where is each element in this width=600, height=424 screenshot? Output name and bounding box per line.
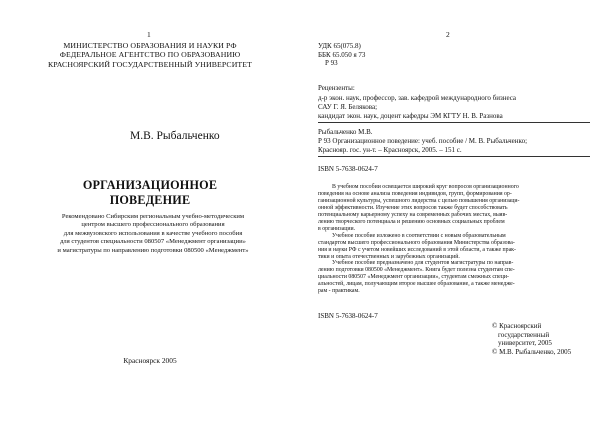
bibliographic-line: Краснояр. гос. ун-т. – Красноярск, 2005. – 151 с. [318,146,462,154]
abstract-line: рам - практикам. [318,288,360,295]
right-page [300,0,600,424]
reviewers-list [318,94,588,121]
reviewer-line: САУ Г. Я. Белякова; [318,103,378,111]
copyright-block [492,322,571,356]
page-number: 2 [446,30,450,39]
book-title-line: ОРГАНИЗАЦИОННОЕ [82,178,218,192]
bibliographic-line: Рыбальченко М.В. [318,128,373,136]
abstract-line: лению подготовки 080500 «Менеджмент». Книга будет полезна студентам спе- [318,267,515,274]
reviewer-line: д-р экон. наук, профессор, зав. кафедрой международного бизнеса [318,94,517,102]
page-number: 1 [147,30,151,39]
bibliographic-line: Р 93 Организационное поведение: учеб. пособие / М. В. Рыбальченко; [318,137,528,145]
ministry-header [40,41,260,69]
copyright-line: университет, 2005 [498,339,552,347]
city-year: Красноярск 2005 [123,356,177,365]
abstract-line: ганизационной культуры, успешного лидерства с целью повышения организаци- [318,197,520,204]
university-line: КРАСНОЯРСКИЙ ГОСУДАРСТВЕННЫЙ УНИВЕРСИТЕТ [47,59,253,69]
bbk-code: ББК 65.050 я 73 [318,50,366,59]
bibliographic-record [318,128,527,155]
copyright-line: © Красноярский [492,322,542,330]
abstract-line: стандартом высшего профессионального образования Министерства образова- [318,239,515,246]
abstract-line: В учебном пособии освещается широкий круг вопросов организационного [332,184,519,190]
abstract-line: поведения на основе анализа поведения индивидов, групп, формирования ор- [318,190,512,197]
recommendation-line: центром высшего профессионального образования [81,221,225,229]
abstract-line: Учебное пособие предназначено для студентов магистратуры по направ- [332,260,514,267]
abstract-line: лению творческого потенциала и решению основных социальных проблем [318,218,505,225]
divider [318,122,590,123]
book-title-line: ПОВЕДЕНИЕ [109,192,191,207]
abstract [318,184,590,295]
abstract-line: онной эффективности. Изучение этих вопросов также будет способствовать [318,204,508,211]
book-title [40,178,260,207]
copyright-line: © М.В. Рыбальченко, 2005 [492,347,572,356]
recommendation-line: Рекомендовано Сибирским региональным учебно-методическим [61,213,245,220]
copyright-line: государственный [498,330,550,339]
reviewers-title: Рецензенты: [318,84,355,92]
abstract-line: в организации. [318,225,356,232]
isbn-bottom: ISBN 5-7638-0624-7 [318,312,378,320]
author-name: М.В. Рыбальченко [130,130,220,142]
reviewer-line: кандидат экон. наук, доцент кафедры ЭМ КГТУ Н. В. Разнова [318,112,503,120]
abstract-line: альностей, лицам, получающим второе высшее образование, а также менедже- [318,281,515,288]
agency-line: ФЕДЕРАЛЬНОЕ АГЕНТСТВО ПО ОБРАЗОВАНИЮ [59,50,241,60]
abstract-line: циальности 080507 «Менеджмент организации», студентам смежных специ- [318,274,509,281]
isbn-top: ISBN 5-7638-0624-7 [318,165,378,173]
abstract-line: ния и науки РФ с учетом новейших исследований в этой области, а также прак- [318,246,516,253]
abstract-line: тики и опыта отечественных и зарубежных организаций. [318,253,460,260]
recommendation-line: для межвузовского использования в качестве учебного пособия [63,229,243,237]
ministry-line: МИНИСТЕРСТВО ОБРАЗОВАНИЯ И НАУКИ РФ [63,41,237,50]
author-mark: Р 93 [318,59,338,68]
divider [318,156,590,157]
recommendation-block [28,213,278,255]
recommendation-line: и магистратуры по направлению подготовки 080500 «Менеджмент» [57,246,249,254]
classification-codes [318,42,365,68]
abstract-line: Учебное пособие изложено в соответствии с новым образовательным [332,232,506,239]
abstract-line: потенциальному карьерному успеху на современных рабочих местах, выяв- [318,211,508,218]
udk-code: УДК 65(075.8) [318,42,361,50]
recommendation-line: для студентов специальности 080507 «Менеджмент организации» [60,238,246,246]
